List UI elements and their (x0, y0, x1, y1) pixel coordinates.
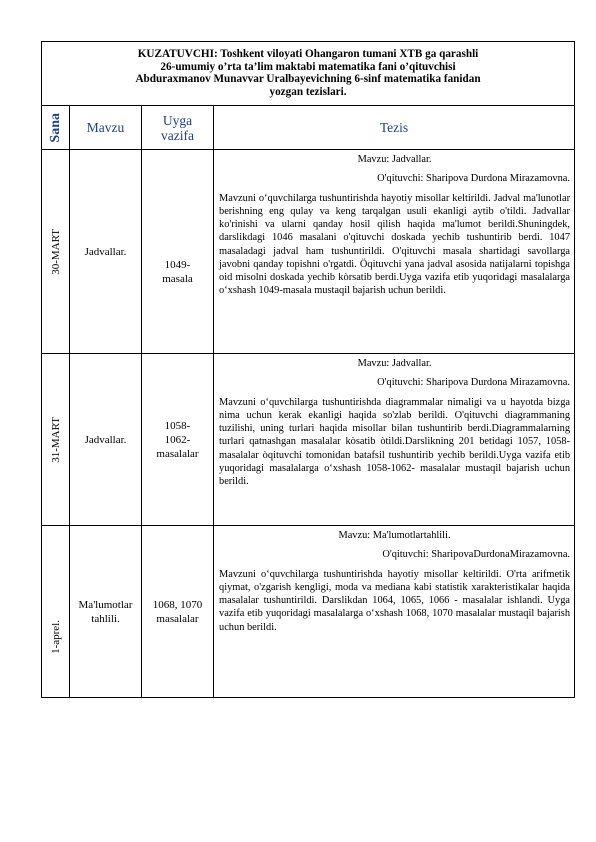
thesis-teacher: O'qituvchi: SharipovaDurdonaMirazamovna. (382, 549, 571, 561)
title-line-3: Abduraxmanov Munavvar Uralbayevichning 6-sinf matematika fanidan (135, 73, 481, 85)
table-row (42, 526, 575, 698)
thesis-topic: Mavzu: Jadvallar. (357, 358, 432, 369)
header-tezis: Tezis (214, 106, 575, 150)
title-line-1: KUZATUVCHI: Toshkent viloyati Ohangaron tumani XTB ga qarashli (137, 48, 479, 60)
header-sana-cell (42, 106, 70, 150)
row-topic: Jadvallar. (70, 150, 142, 354)
title-line-2: 26-umumiy o’rta ta’lim maktabi matematika fani o’qituvchisi (160, 60, 456, 73)
row-topic: Jadvallar. (70, 354, 142, 526)
thesis-table (41, 41, 575, 698)
thesis-body: Mavzuni o‘quvchilarga tushuntirishda hayotiy misollar keltirildi. Jadval ma'lunotlar berishning eng qulay va keng tarqalgan usuli ekanligi aytib o'tildi. Jadvallar ko'rinishi va ularni qanday hosil qilish haqida ma'lumot berildi.Shuningdek, darslikdagi 1046 masalani o'qituvchi doskada yechib tushuntirib berdi. 1047 masaladagi jadval ham tushuntirildi. O'qituvchi masala shartidagi savollarga javobni qanday topishni o'rgatdi. Öqituvchi yana jadval asosida natijalarni topishga oid misolni doskada yechib kòrsatib berdi.Uyga vazifa etib yuqoridagi masalalarga o‘xshash 1049-masala mustaqil bajarish uchun berildi. (219, 193, 571, 296)
title-line-4: yozgan tezislari. (269, 85, 347, 98)
thesis-cell (214, 150, 575, 354)
row-homework: 1049-masala (142, 150, 214, 354)
header-mavzu: Mavzu (70, 106, 142, 150)
thesis-body: Mavzuni o‘quvchilarga tushuntirishda diagrammalar nimaligi va u hayotda bizga nima uchun kerak ekanligi haqida so'zlab berildi. O'qituvchi diagrammaning tuzilishi, uning turlari haqida misollar bilan tushuntirib berdi.Diagrammalarning turlari qatnashgan masalalar kòsatib òtildi.Darslikning 201 betidagi 1057, 1058-masalalar òqituvchi tomonidan batafsil tushuntirib yechib berildi.Uyga vazifa etib yuqoridagi masalalarga o‘xshash 1058-1062- masalalar mustaqil bajarish uchun berildi. (219, 397, 571, 487)
row-date: 31-MART (49, 416, 62, 463)
header-sana: Sana (47, 112, 63, 143)
thesis-cell (214, 526, 575, 698)
row-date: 1-aprel. (49, 619, 62, 654)
table-row (42, 354, 575, 526)
thesis-body: Mavzuni o‘quvchilarga tushuntirishda hayotiy misollar keltirildi. O'rta arifmetik qiymat, o'zgarish kengligi, moda va mediana kabi statistik xarakteristikalar haqida masalalar tushuntirildi. Darslikdan 1064, 1065, 1066 - masalalar ishlandi. Uyga vazifa etib yuqoridagi masalalarga o‘xshash 1068, 1070 masalalar mustaqil bajarish uchun berildi. (219, 569, 571, 633)
date-cell (42, 526, 70, 698)
header-uyga-vazifa: Uyga vazifa (142, 106, 214, 150)
table-row (42, 150, 575, 354)
row-date: 30-MART (49, 228, 62, 275)
thesis-teacher: O'qituvchi: Sharipova Durdona Mirazamovna. (377, 377, 571, 389)
thesis-topic: Mavzu: Ma'lumotlartahlili. (338, 530, 451, 541)
row-topic: Ma'lumotlar tahlili. (70, 526, 142, 698)
document-title (42, 42, 575, 106)
thesis-topic: Mavzu: Jadvallar. (357, 154, 432, 165)
date-cell (42, 150, 70, 354)
row-homework: 1068, 1070 masalalar (142, 526, 214, 698)
row-homework: 1058-1062-masalalar (142, 354, 214, 526)
date-cell (42, 354, 70, 526)
thesis-cell (214, 354, 575, 526)
thesis-teacher: O'qituvchi: Sharipova Durdona Mirazamovna. (377, 173, 571, 185)
